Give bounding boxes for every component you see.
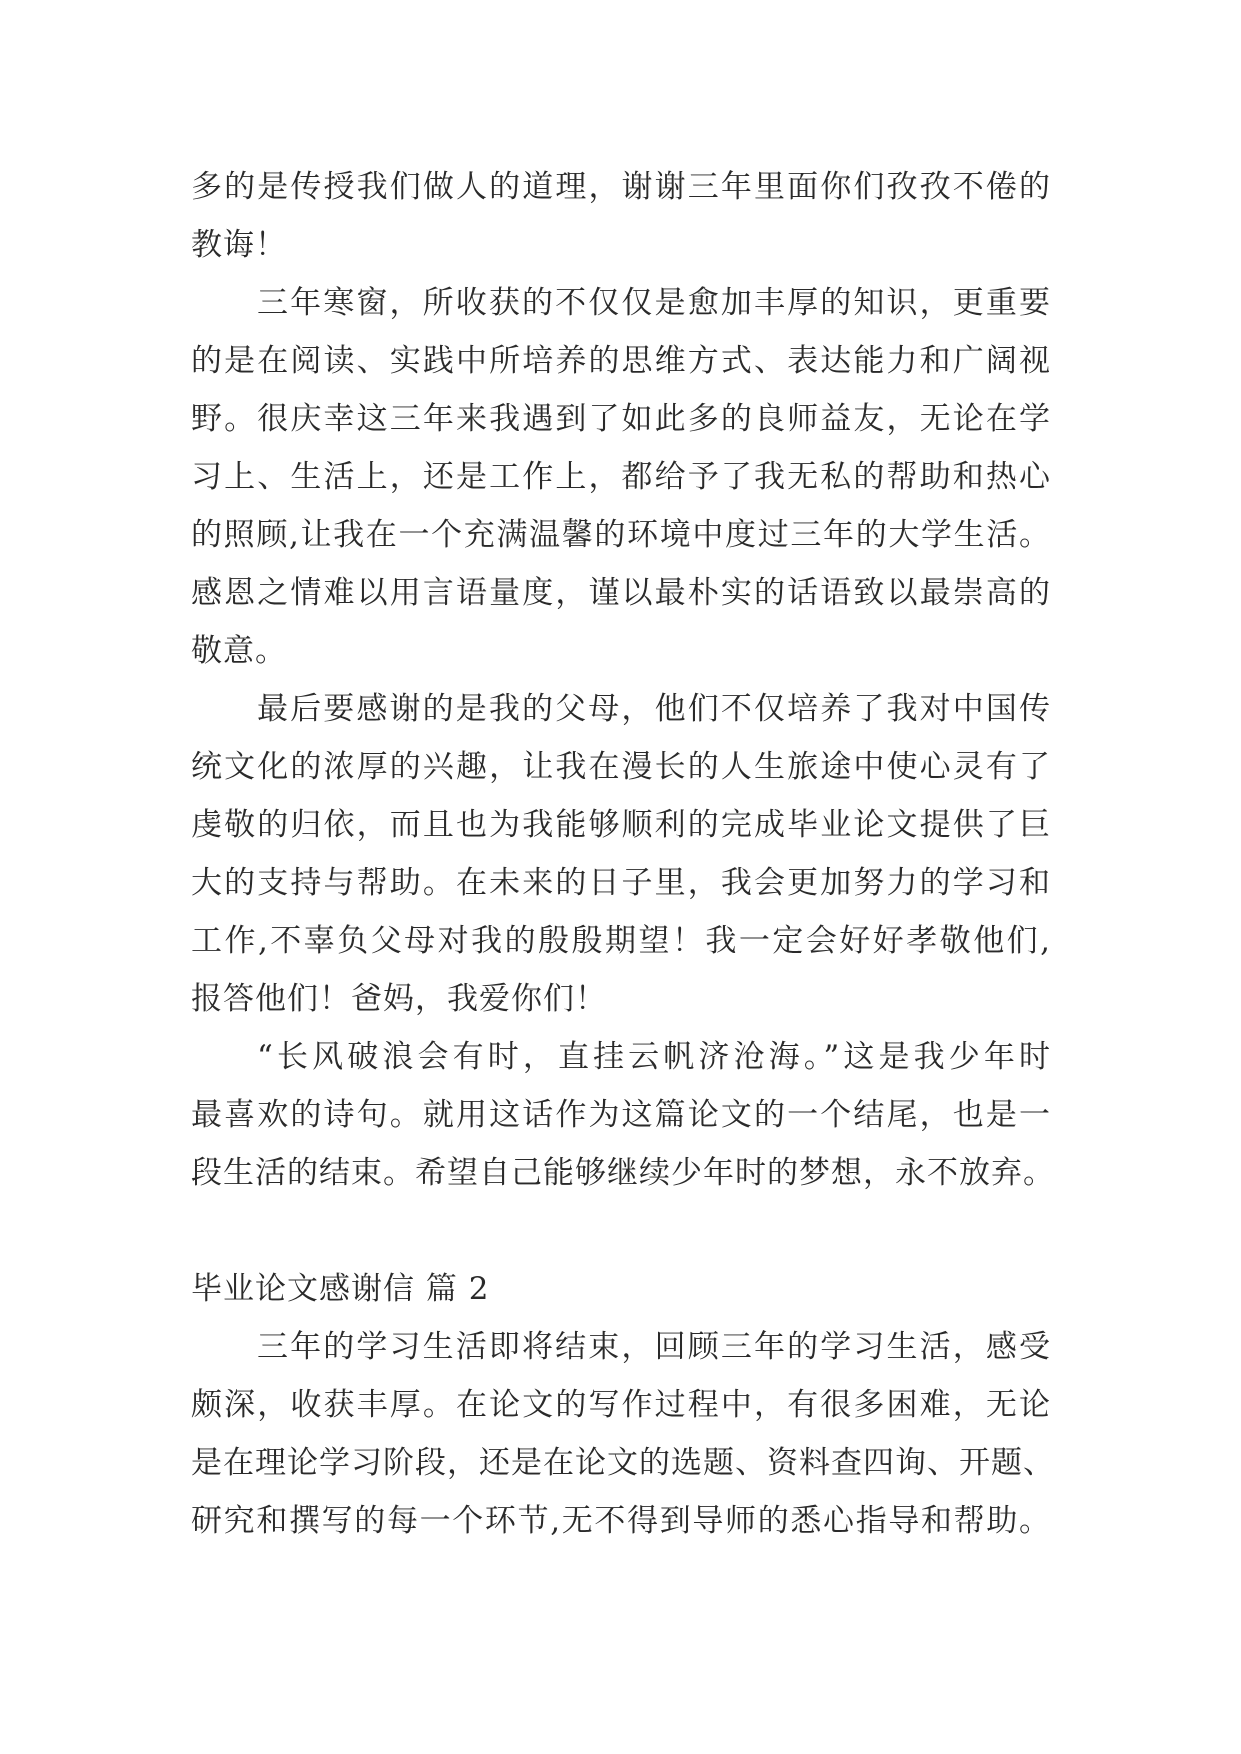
text-line: 统文化的浓厚的兴趣，让我在漫长的人生旅途中使心灵有了 xyxy=(191,749,1051,785)
text-line: 多的是传授我们做人的道理，谢谢三年里面你们孜孜不倦的 xyxy=(191,169,1051,205)
document-page xyxy=(191,158,1055,1550)
text-line: 段生活的结束。希望自己能够继续少年时的梦想，永不放弃。 xyxy=(191,1155,1055,1191)
text-line: 三年的学习生活即将结束，回顾三年的学习生活，感受 xyxy=(257,1329,1051,1365)
text-line: “长风破浪会有时，直挂云帆济沧海。”这是我少年时 xyxy=(257,1039,1051,1075)
section-2-paragraph-1 xyxy=(191,1318,1055,1550)
paragraph-2 xyxy=(191,274,1051,680)
text-line: 的是在阅读、实践中所培养的思维方式、表达能力和广阔视 xyxy=(191,343,1051,379)
paragraph-4 xyxy=(191,1028,1055,1202)
text-line: 最后要感谢的是我的父母，他们不仅培养了我对中国传 xyxy=(257,691,1051,727)
text-line: 最喜欢的诗句。就用这话作为这篇论文的一个结尾，也是一 xyxy=(191,1097,1051,1133)
text-line: 野。很庆幸这三年来我遇到了如此多的良师益友，无论在学 xyxy=(191,401,1051,437)
text-line: 敬意。 xyxy=(191,633,287,669)
text-line: 虔敬的归依，而且也为我能够顺利的完成毕业论文提供了巨 xyxy=(191,807,1051,843)
text-line: 研究和撰写的每一个环节,无不得到导师的悉心指导和帮助。 xyxy=(191,1503,1051,1539)
text-line: 工作,不辜负父母对我的殷殷期望！我一定会好好孝敬他们, xyxy=(191,923,1051,959)
paragraph-1 xyxy=(191,158,1051,274)
text-line: 教诲！ xyxy=(191,227,287,263)
text-line: 习上、生活上，还是工作上，都给予了我无私的帮助和热心 xyxy=(191,459,1051,495)
paragraph-3 xyxy=(191,680,1051,1028)
text-line: 的照顾,让我在一个充满温馨的环境中度过三年的大学生活。 xyxy=(191,517,1051,553)
section-heading: 毕业论文感谢信 篇 2 xyxy=(191,1271,490,1307)
text-line: 三年寒窗，所收获的不仅仅是愈加丰厚的知识，更重要 xyxy=(257,285,1051,321)
text-line: 报答他们！爸妈，我爱你们！ xyxy=(191,981,607,1017)
text-line: 是在理论学习阶段，还是在论文的选题、资料查四询、开题、 xyxy=(191,1445,1055,1481)
text-line: 大的支持与帮助。在未来的日子里，我会更加努力的学习和 xyxy=(191,865,1051,901)
text-line: 颇深，收获丰厚。在论文的写作过程中，有很多困难，无论 xyxy=(191,1387,1051,1423)
text-line: 感恩之情难以用言语量度，谨以最朴实的话语致以最崇高的 xyxy=(191,575,1051,611)
